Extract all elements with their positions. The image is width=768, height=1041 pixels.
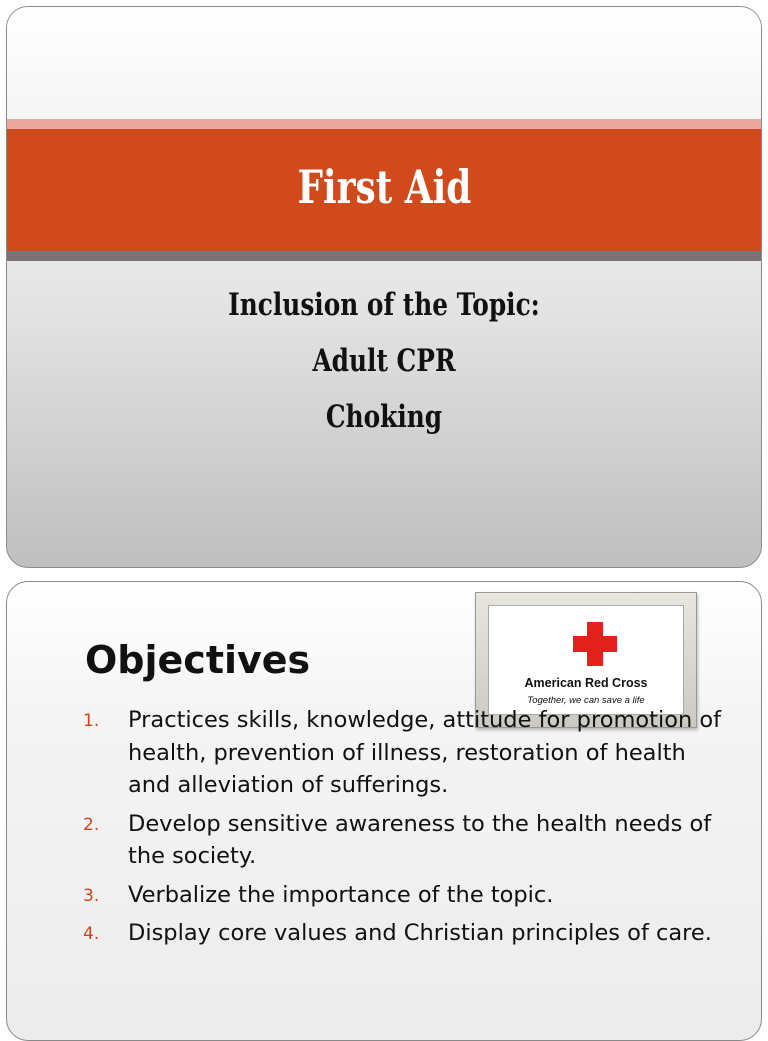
red-cross-icon	[573, 622, 617, 666]
objective-item-4	[83, 917, 723, 950]
objective-text: Verbalize the importance of the topic.	[128, 881, 554, 908]
subtitle-line-topic: Inclusion of the Topic:	[228, 287, 540, 323]
objectives-slide	[6, 581, 762, 1041]
subtitle-block	[7, 277, 761, 445]
objective-text: Develop sensitive awareness to the health needs of the society.	[128, 810, 712, 869]
objective-item-1	[83, 704, 723, 802]
gray-accent-strip	[7, 251, 761, 261]
objective-item-2	[83, 808, 723, 873]
logo-organization-name: American Red Cross	[524, 676, 648, 690]
logo-tagline: Together, we can save a life	[527, 695, 645, 706]
objective-text: Practices skills, knowledge, attitude for promotion of health, prevention of illness, restoration of health and alleviation of sufferings.	[128, 707, 722, 798]
subtitle-line-choking: Choking	[325, 399, 443, 435]
pink-accent-strip	[7, 119, 761, 129]
slide-title: First Aid	[297, 160, 471, 214]
red-cross-logo	[488, 605, 684, 715]
objectives-heading: Objectives	[85, 638, 311, 682]
objective-text: Display core values and Christian principles of care.	[128, 920, 712, 946]
title-slide-top-area	[7, 7, 761, 119]
objective-number: 1.	[83, 711, 100, 731]
objective-number: 3.	[83, 885, 100, 906]
objectives-list	[83, 704, 723, 956]
objective-item-3	[83, 879, 723, 912]
objective-number: 4.	[83, 924, 100, 944]
objective-number: 2.	[83, 814, 100, 835]
title-slide	[6, 6, 762, 568]
title-band	[7, 129, 761, 251]
subtitle-line-adult-cpr: Adult CPR	[312, 343, 456, 379]
